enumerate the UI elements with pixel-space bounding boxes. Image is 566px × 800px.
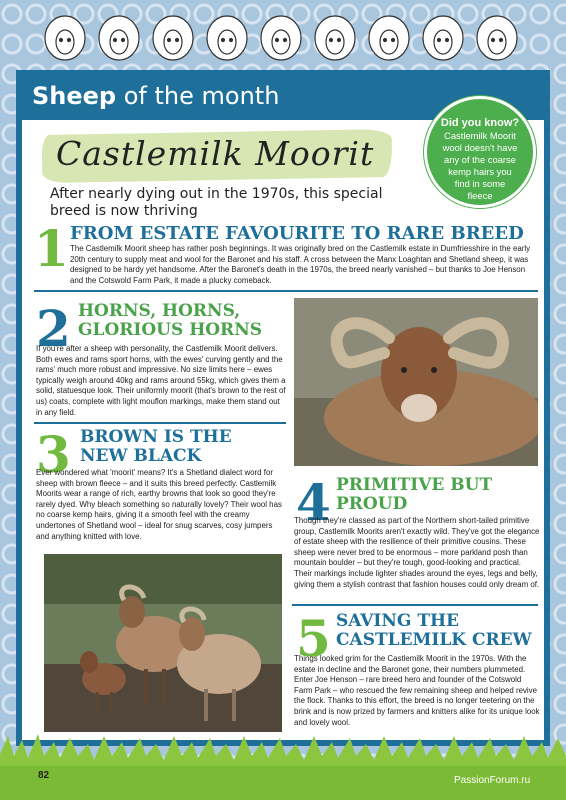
section-3-number: 3 — [36, 425, 71, 484]
section-4-number: 4 — [296, 473, 331, 532]
section-3-heading: BROWN IS THE NEW BLACK — [80, 427, 232, 466]
article-title: Castlemilk Moorit — [56, 134, 375, 173]
section-2-number: 2 — [36, 299, 71, 358]
section-5-number: 5 — [296, 609, 331, 668]
did-you-know-text: Castlemilk Moorit wool doesn't have any of the coarse kemp hairs you find in some fleece — [442, 130, 518, 201]
grass-decoration — [0, 732, 566, 800]
section-1-heading: FROM ESTATE FAVOURITE TO RARE BREED — [70, 223, 524, 244]
section-4-body: Though they're classed as part of the Northern short-tailed primitive group, Castlemilk Moorits aren't exactly wild. They've got the elegance of estate sheep with the resilience of their primitive cousins. These sheep were never bred to be enormous – more parkland posh than mountain boulder – but they're tough, good-looking and practical. Their markings include lighter shades around the eyes, legs and belly, giving them a stylish contrast that fashion houses could only dream of. — [294, 516, 540, 589]
section-title: Sheep of the month — [32, 82, 280, 110]
did-you-know-badge — [424, 96, 536, 208]
section-divider — [34, 290, 538, 292]
did-you-know-title: Did you know? — [440, 117, 520, 129]
section-divider — [292, 604, 538, 606]
section-4-heading: PRIMITIVE BUT PROUD — [336, 475, 493, 514]
section-5-heading: SAVING THE CASTLEMILK CREW — [336, 611, 532, 650]
ram-portrait-photo — [294, 298, 538, 466]
flock-photo — [44, 554, 282, 732]
sheep-illustration-row — [40, 6, 540, 68]
page-number: 82 — [38, 770, 50, 781]
section-2-body: If you're after a sheep with personality, the Castlemilk Moorit delivers. Both ewes and rams sport horns, with the ewes' curving gently and the rams' much more robust and impressive. No size limits here – ewes typically weigh around 40kg and rams around 55kg, which gives them a solid, statuesque look. Their uniformly moorit (that's brown to the rest of us) coats, complete with light mouflon markings, make them stand out in any field. — [36, 344, 286, 417]
section-5-body: Things looked grim for the Castlemilk Moorit in the 1970s. With the estate in decline and the Baronet gone, their numbers plummeted. Enter Joe Henson – rare breed hero and founder of the Cotswold Farm Park – who rescued the few remaining sheep and helped revive the flock. Thanks to this effort, the breed is no longer teetering on the brink and is now prized by farmers and knitters alike for its unique look and lovely wool. — [294, 654, 540, 727]
section-1-body: The Castlemilk Moorit sheep has rather posh beginnings. It was originally bred on the Castlemilk estate in Dumfriesshire in the early 20th century to supply meat and wool for the Baronet and his staff. A cross between the Manx Loaghtan and Shetland sheep, it was designed to be hardy yet handsome. After the Baronet's death in the 1970s, the breed nearly vanished – but thanks to Joe Henson and the Cotswold Farm Park, it made a plucky comeback. — [70, 244, 531, 285]
section-2-heading: HORNS, HORNS, GLORIOUS HORNS — [78, 301, 263, 340]
article-panel — [16, 70, 550, 746]
standfirst: After nearly dying out in the 1970s, this special breed is now thriving — [50, 186, 383, 219]
section-1-number: 1 — [34, 219, 69, 278]
section-3-body: Ever wondered what 'moorit' means? It's a Shetland dialect word for sheep with brown fleece – and it suits this breed perfectly. Castlemilk Moorits wear a range of rich, earthy browns that look so good they're rarely dyed. Why bleach something so naturally lovely? Their wool has no coarse kemp hairs, giving it a smooth feel with the creamy undertones of Shetland wool – ideal for snug scarves, cosy jumpers and anything knitted with love. — [36, 468, 282, 541]
source-credit: PassionForum.ru — [454, 775, 531, 786]
section-divider — [34, 422, 286, 424]
